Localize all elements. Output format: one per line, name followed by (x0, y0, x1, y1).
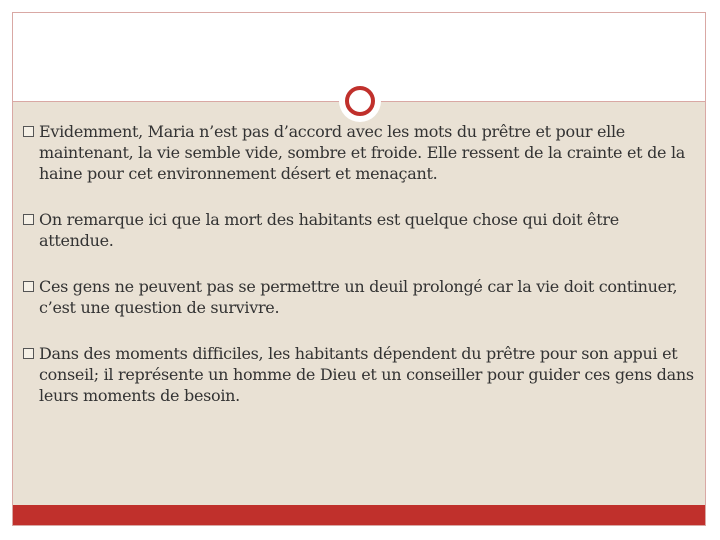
bullet-text: Dans des moments difficiles, les habitants dépendent du prêtre pour son appui et conseil; il représente un homme de Dieu et un conseiller pour guider ces gens dans leurs moments de besoin. (39, 344, 694, 405)
slide (12, 12, 706, 526)
circle-ring-icon (339, 80, 381, 122)
bullet-item (23, 343, 695, 406)
square-bullet-icon (23, 281, 34, 292)
bullet-item (23, 209, 695, 251)
bullet-text: On remarque ici que la mort des habitants est quelque chose qui doit être attendue. (39, 210, 619, 250)
square-bullet-icon (23, 126, 34, 137)
bullet-item (23, 121, 695, 184)
square-bullet-icon (23, 348, 34, 359)
square-bullet-icon (23, 214, 34, 225)
ring-icon (345, 86, 375, 116)
bullet-list (23, 121, 695, 431)
bullet-text: Ces gens ne peuvent pas se permettre un deuil prolongé car la vie doit continuer, c’est une question de survivre. (39, 277, 678, 317)
footer-bar (13, 505, 705, 525)
bullet-text: Evidemment, Maria n’est pas d’accord avec les mots du prêtre et pour elle maintenant, la vie semble vide, sombre et froide. Elle ressent de la crainte et de la haine pour cet environnement désert et menaçant. (39, 122, 686, 183)
bullet-item (23, 276, 695, 318)
